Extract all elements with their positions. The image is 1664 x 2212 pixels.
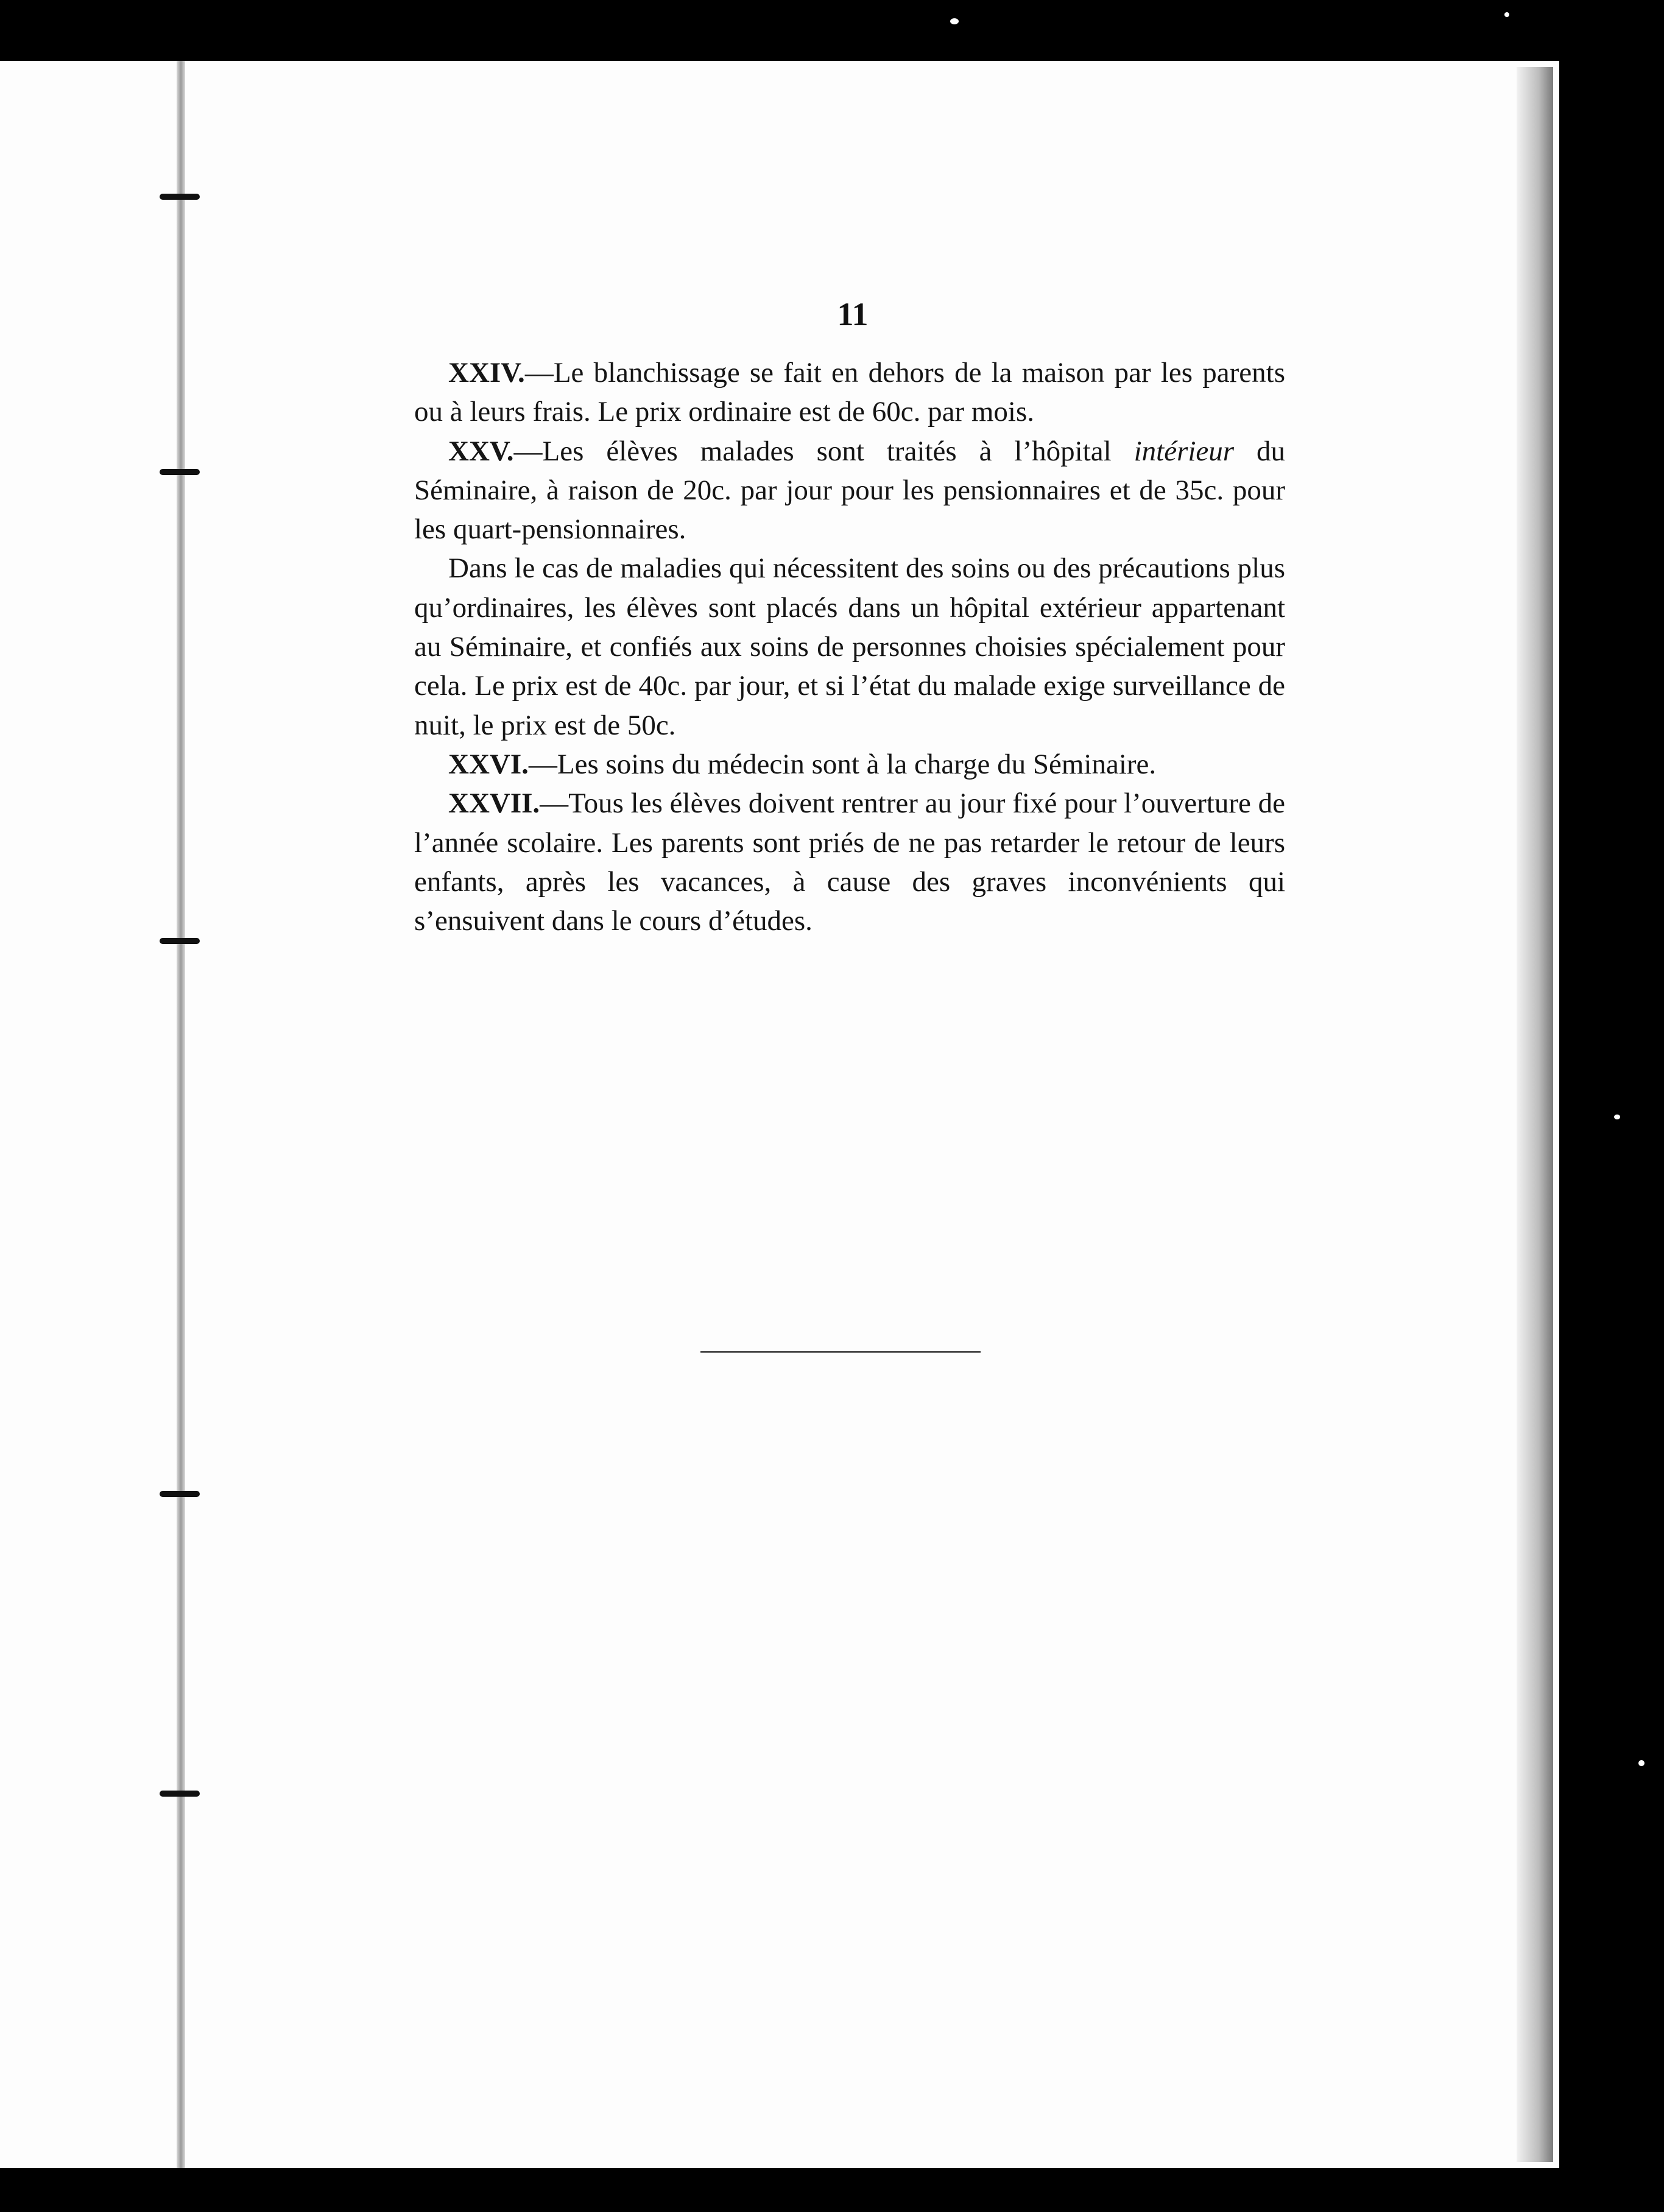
section-divider	[700, 1351, 981, 1353]
binding-fold	[177, 61, 185, 2168]
paragraph-text: du Séminaire, à raison de 20c. par jour pour les pensionnaires et de 35c. pour les quart-pensionnaires.	[414, 435, 1286, 546]
binding-stitch	[160, 194, 200, 200]
article-number: XXIV.	[448, 357, 525, 389]
page-edge-shadow	[1517, 67, 1553, 2162]
paragraph-xxvi	[414, 745, 1285, 784]
binding-stitch	[160, 469, 200, 475]
body-text	[414, 353, 1285, 940]
page-number: 11	[837, 296, 869, 333]
binding-stitch	[160, 938, 200, 944]
paragraph-text: —Les élèves malades sont traités à l’hôpital	[513, 435, 1134, 467]
paragraph-xxv	[414, 432, 1285, 549]
scan-speck	[1638, 1760, 1645, 1766]
binding-stitch	[160, 1791, 200, 1797]
paragraph-text: —Le blanchissage se fait en dehors de la maison par les parents ou à leurs frais. Le prix ordinaire est de 60c. par mois.	[414, 357, 1285, 428]
paragraph-xxvii	[414, 784, 1285, 940]
binding-stitch	[160, 1491, 200, 1497]
emphasized-word: intérieur	[1133, 435, 1235, 467]
paragraph-text: —Tous les élèves doivent rentrer au jour fixé pour l’ouverture de l’année scolaire. Les parents sont priés de ne pas retarder le retour de leurs enfants, après les vacances, à cause des graves inconvénients qui s’ensuivent dans le cours d’études.	[414, 787, 1285, 937]
paragraph-text: —Les soins du médecin sont à la charge du Séminaire.	[528, 748, 1157, 780]
paragraph-text: Dans le cas de maladies qui nécessitent des soins ou des précautions plus qu’ordinaires, les élèves sont placés dans un hôpital extérieur appartenant au Séminaire, et confiés aux soins de personnes choisies spécialement pour cela. Le prix est de 40c. par jour, et si l’état du malade exige surveillance de nuit, le prix est de 50c.	[414, 552, 1285, 741]
article-number: XXV.	[448, 435, 514, 467]
scan-speck	[950, 18, 959, 24]
scan-speck	[1614, 1115, 1620, 1119]
article-number: XXVII.	[448, 787, 540, 820]
paragraph-maladies	[414, 549, 1285, 744]
scan-speck	[1504, 12, 1509, 17]
article-number: XXVI.	[448, 748, 529, 780]
paragraph-xxiv	[414, 353, 1285, 432]
